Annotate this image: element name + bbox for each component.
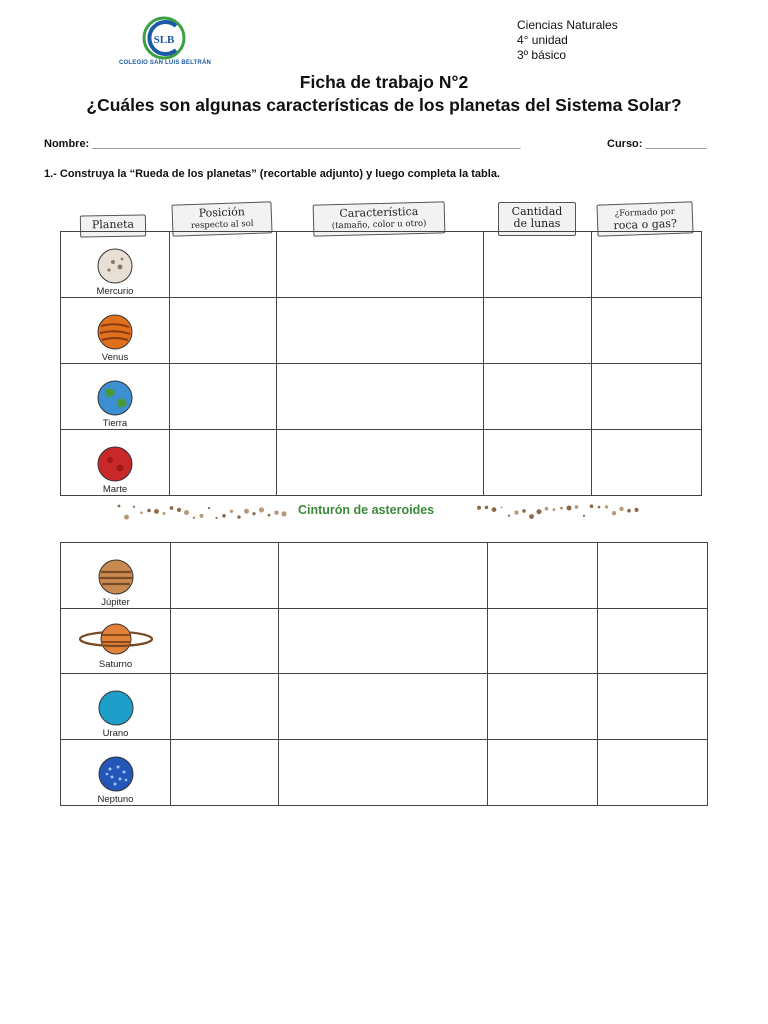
planet-cell xyxy=(61,609,171,674)
answer-cell-composition[interactable] xyxy=(592,298,702,364)
header-position-line2: respecto al sol xyxy=(190,218,254,232)
grade-text: 3º básico xyxy=(517,48,567,62)
answer-cell-position[interactable] xyxy=(170,232,277,298)
answer-cell-characteristic[interactable] xyxy=(279,543,488,609)
school-name: COLEGIO SAN LUIS BELTRÁN xyxy=(118,60,212,66)
unit-text: 4° unidad xyxy=(517,33,568,47)
answer-cell-moons[interactable] xyxy=(484,232,592,298)
header-planet-label: Planeta xyxy=(91,217,135,232)
course-field[interactable]: Curso: __________ xyxy=(607,138,707,150)
header-characteristic-line2: (tamaño, color u otro) xyxy=(331,218,427,232)
planet-cell xyxy=(61,298,170,364)
header-composition-line2: roca o gas? xyxy=(613,216,678,233)
table-row xyxy=(61,232,702,298)
planet-cell xyxy=(61,430,170,496)
table-row xyxy=(61,430,702,496)
planet-name: Tierra xyxy=(102,418,128,429)
planet-name: Urano xyxy=(102,728,129,739)
planet-name: Venus xyxy=(101,352,129,363)
saturn-icon xyxy=(78,619,154,659)
answer-cell-characteristic[interactable] xyxy=(277,364,484,430)
answer-cell-composition[interactable] xyxy=(592,430,702,496)
venus-icon xyxy=(95,312,135,352)
table-row xyxy=(61,740,708,806)
answer-cell-position[interactable] xyxy=(170,298,277,364)
answer-cell-position[interactable] xyxy=(171,674,279,740)
name-field[interactable]: Nombre: ______________________________________________________________________ xyxy=(44,138,521,150)
planet-cell xyxy=(61,364,170,430)
answer-cell-moons[interactable] xyxy=(484,430,592,496)
answer-cell-position[interactable] xyxy=(171,740,279,806)
neptune-icon xyxy=(96,754,136,794)
school-logo xyxy=(110,16,220,72)
answer-cell-composition[interactable] xyxy=(592,364,702,430)
table-row xyxy=(61,364,702,430)
uranus-icon xyxy=(96,688,136,728)
planet-cell xyxy=(61,740,171,806)
answer-cell-characteristic[interactable] xyxy=(279,609,488,674)
answer-cell-position[interactable] xyxy=(171,609,279,674)
answer-cell-composition[interactable] xyxy=(598,740,708,806)
answer-cell-moons[interactable] xyxy=(488,674,598,740)
header-characteristic-line1: Característica xyxy=(339,204,419,221)
logo-letters: SLB xyxy=(153,34,175,46)
table-row xyxy=(61,543,708,609)
inner-planets-table xyxy=(60,231,702,496)
answer-cell-position[interactable] xyxy=(170,364,277,430)
mars-icon xyxy=(95,444,135,484)
course-info xyxy=(517,18,618,63)
header-moons-line1: Cantidad xyxy=(511,205,563,218)
subject-text: Ciencias Naturales xyxy=(517,18,618,32)
answer-cell-position[interactable] xyxy=(170,430,277,496)
planet-name: Marte xyxy=(102,484,128,495)
jupiter-icon xyxy=(96,557,136,597)
earth-icon xyxy=(95,378,135,418)
answer-cell-composition[interactable] xyxy=(598,543,708,609)
table-row xyxy=(61,609,708,674)
planet-name: Saturno xyxy=(98,659,133,670)
answer-cell-characteristic[interactable] xyxy=(277,430,484,496)
planet-cell xyxy=(61,543,171,609)
planet-name: Júpiter xyxy=(101,597,130,608)
answer-cell-characteristic[interactable] xyxy=(277,298,484,364)
answer-cell-position[interactable] xyxy=(171,543,279,609)
header-composition-line1: ¿Formado por xyxy=(614,206,676,220)
planet-name: Neptuno xyxy=(97,794,134,805)
answer-cell-moons[interactable] xyxy=(488,543,598,609)
table-row xyxy=(61,298,702,364)
answer-cell-characteristic[interactable] xyxy=(279,740,488,806)
answer-cell-composition[interactable] xyxy=(598,674,708,740)
outer-planets-table xyxy=(60,542,708,806)
answer-cell-composition[interactable] xyxy=(598,609,708,674)
asteroid-belt-label: Cinturón de asteroides xyxy=(298,503,435,517)
worksheet-title: Ficha de trabajo N°2 xyxy=(299,72,469,92)
mercury-icon xyxy=(95,246,135,286)
table-row xyxy=(61,674,708,740)
answer-cell-characteristic[interactable] xyxy=(279,674,488,740)
answer-cell-moons[interactable] xyxy=(484,298,592,364)
worksheet-question: ¿Cuáles son algunas características de los planetas del Sistema Solar? xyxy=(86,95,682,115)
answer-cell-characteristic[interactable] xyxy=(277,232,484,298)
planet-cell xyxy=(61,232,170,298)
answer-cell-composition[interactable] xyxy=(592,232,702,298)
answer-cell-moons[interactable] xyxy=(488,609,598,674)
header-moons-line2: de lunas xyxy=(513,217,561,230)
answer-cell-moons[interactable] xyxy=(488,740,598,806)
instruction-text: 1.- Construya la “Rueda de los planetas” (recortable adjunto) y luego completa la tabla. xyxy=(44,168,500,180)
planet-cell xyxy=(61,674,171,740)
header-position-line1: Posición xyxy=(198,205,246,220)
answer-cell-moons[interactable] xyxy=(484,364,592,430)
planet-name: Mercurio xyxy=(96,286,134,297)
school-emblem-icon xyxy=(142,16,186,60)
